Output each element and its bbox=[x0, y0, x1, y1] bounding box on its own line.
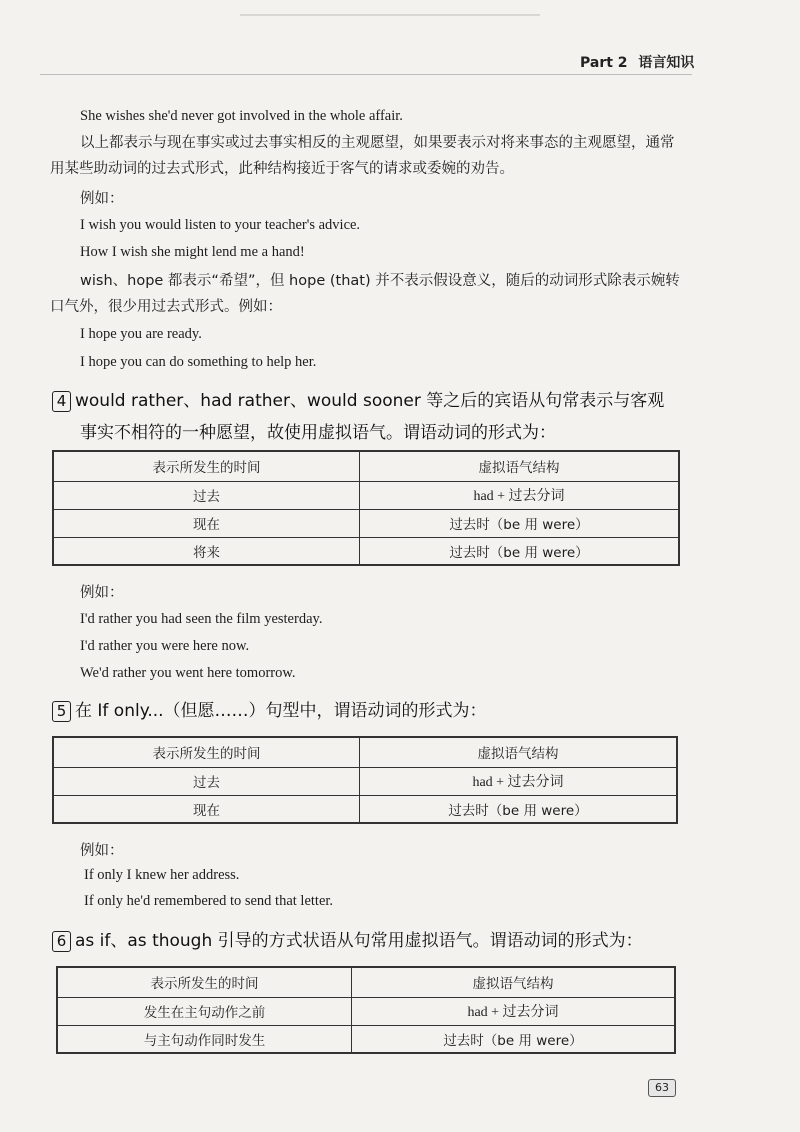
header-section: 语言知识 bbox=[638, 55, 695, 71]
table-header: 表示所发生的时间 bbox=[53, 737, 360, 767]
example-sentence: I'd rather you were here now. bbox=[80, 638, 250, 654]
paragraph-future-wish: 以上都表示与现在事实或过去事实相反的主观愿望，如果要表示对将来事态的主观愿望，通常用某些助动词的过去式形式，此种结构接近于客气的请求或委婉的劝告。 bbox=[50, 135, 675, 177]
section-6-table bbox=[56, 966, 676, 1054]
example-sentence: I wish you would listen to your teacher's advice. bbox=[80, 217, 361, 233]
paragraph-wish-hope: wish、hope 都表示“希望”，但 hope (that) 并不表示假设意义，随后的动词形式除表示婉转口气外，很少用过去式形式。例如： bbox=[50, 273, 680, 315]
table-cell: 过去时（be 用 were） bbox=[360, 509, 680, 537]
table-header: 表示所发生的时间 bbox=[53, 451, 360, 481]
section-5-table bbox=[52, 736, 678, 824]
section-title: would rather、had rather、would sooner 等之后的宾语从句常表示与客观 bbox=[75, 391, 665, 411]
top-edge-rule bbox=[240, 14, 540, 16]
table-cell: 过去时（be 用 were） bbox=[352, 1025, 676, 1053]
example-sentence: I hope you are ready. bbox=[80, 326, 202, 342]
section-number-badge: 5 bbox=[52, 701, 71, 722]
header-divider bbox=[40, 74, 692, 75]
table-cell: 过去时（be 用 were） bbox=[360, 537, 680, 565]
table-cell: 过去时（be 用 were） bbox=[360, 795, 678, 823]
table-cell: 过去 bbox=[53, 481, 360, 509]
example-label: 例如： bbox=[80, 585, 124, 601]
section-4-table bbox=[52, 450, 680, 566]
example-sentence: If only I knew her address. bbox=[84, 867, 240, 883]
section-title: 在 If only...（但愿……）句型中，谓语动词的形式为： bbox=[75, 701, 487, 721]
section-number-badge: 4 bbox=[52, 391, 71, 412]
section-title-continued: 事实不相符的一种愿望，故使用虚拟语气。谓语动词的形式为： bbox=[80, 423, 556, 443]
table-header: 表示所发生的时间 bbox=[57, 967, 352, 997]
table-cell: 将来 bbox=[53, 537, 360, 565]
table-header: 虚拟语气结构 bbox=[360, 451, 680, 481]
table-cell: 发生在主句动作之前 bbox=[57, 997, 352, 1025]
table-header: 虚拟语气结构 bbox=[352, 967, 676, 997]
example-sentence: I hope you can do something to help her. bbox=[80, 354, 317, 370]
table-cell: had + 过去分词 bbox=[360, 767, 678, 795]
header-part: Part 2 bbox=[580, 55, 628, 71]
table-cell: 现在 bbox=[53, 795, 360, 823]
page-number: 63 bbox=[648, 1079, 676, 1097]
example-sentence: If only he'd remembered to send that letter. bbox=[84, 893, 334, 909]
example-label: 例如： bbox=[80, 191, 124, 207]
example-sentence: How I wish she might lend me a hand! bbox=[80, 244, 305, 260]
example-sentence: I'd rather you had seen the film yesterday. bbox=[80, 611, 323, 627]
table-cell: 与主句动作同时发生 bbox=[57, 1025, 352, 1053]
section-heading-4 bbox=[52, 386, 692, 443]
section-heading-5 bbox=[52, 696, 487, 722]
table-cell: had + 过去分词 bbox=[352, 997, 676, 1025]
table-cell: had + 过去分词 bbox=[360, 481, 680, 509]
table-cell: 现在 bbox=[53, 509, 360, 537]
table-cell: 过去 bbox=[53, 767, 360, 795]
table-header: 虚拟语气结构 bbox=[360, 737, 678, 767]
example-sentence: We'd rather you went here tomorrow. bbox=[80, 665, 296, 681]
section-title: as if、as though 引导的方式状语从句常用虚拟语气。谓语动词的形式为： bbox=[75, 931, 643, 951]
example-label: 例如： bbox=[80, 843, 124, 859]
running-header bbox=[580, 52, 694, 72]
section-heading-6 bbox=[52, 926, 643, 952]
section-number-badge: 6 bbox=[52, 931, 71, 952]
example-sentence: She wishes she'd never got involved in the whole affair. bbox=[80, 108, 403, 124]
